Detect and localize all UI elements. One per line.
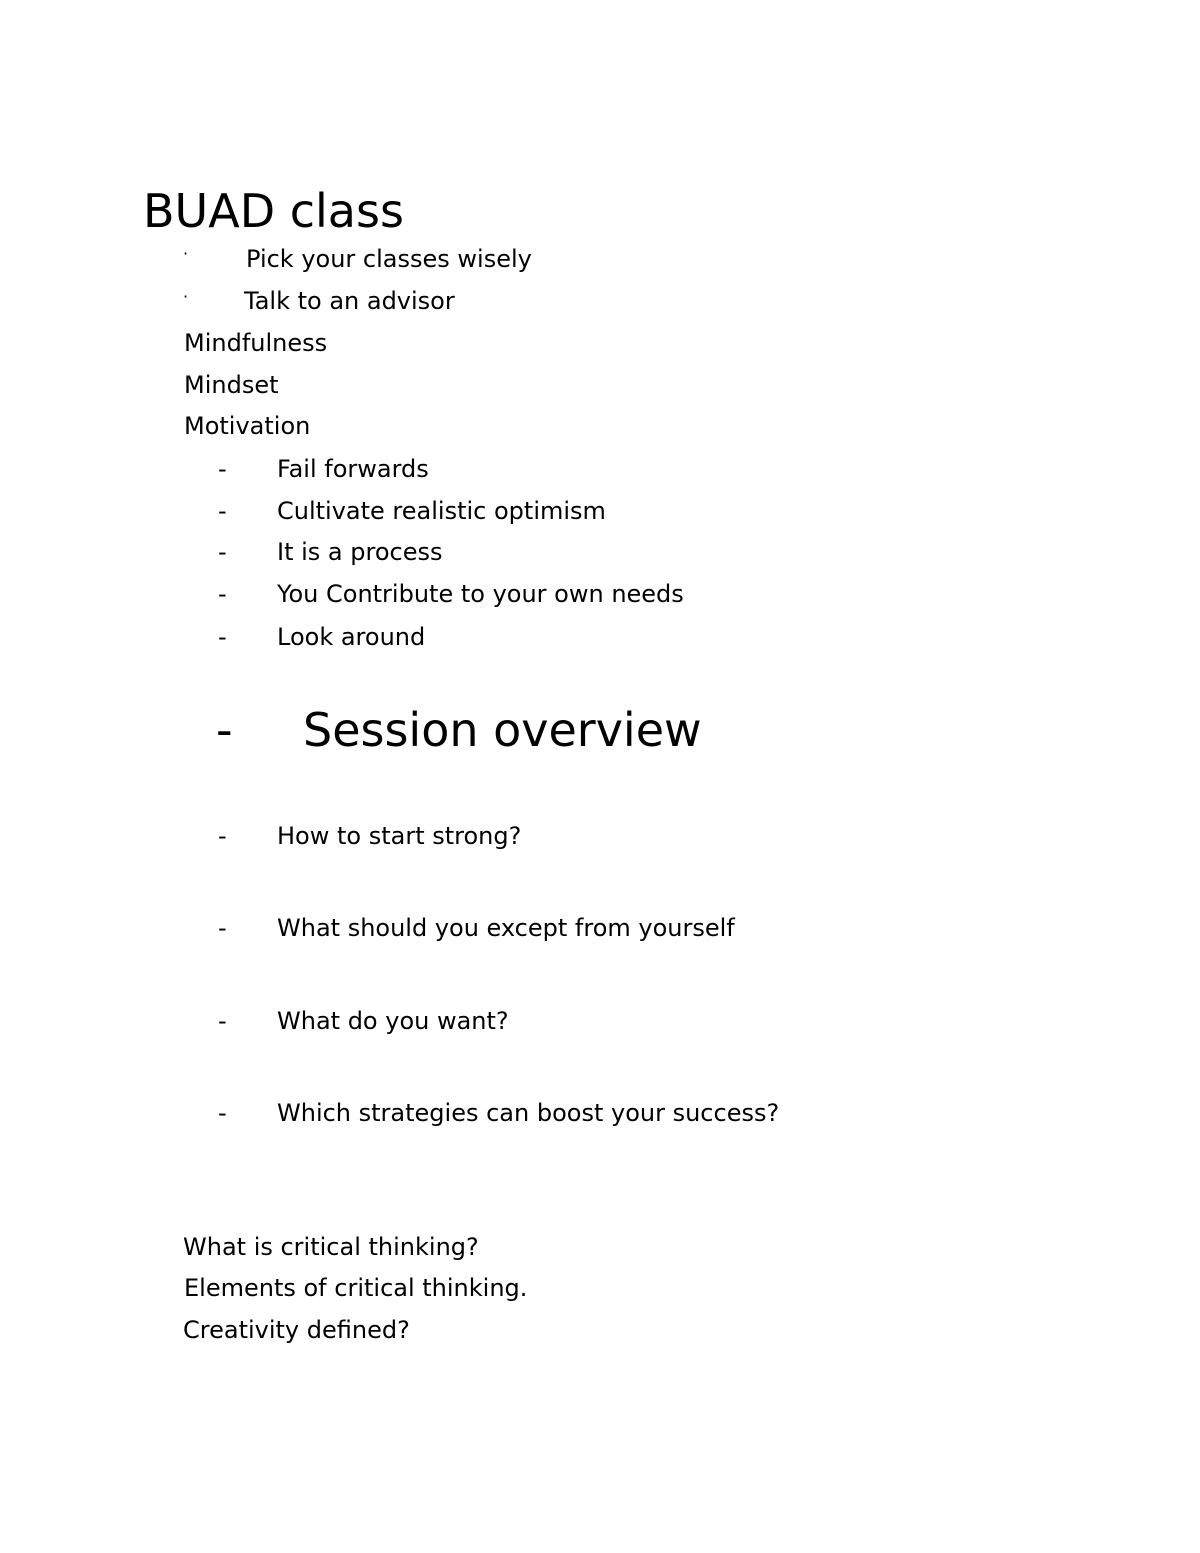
heading-line: Mindfulness xyxy=(184,329,328,357)
text-line: What is critical thinking? xyxy=(183,1233,479,1261)
text-line: Elements of critical thinking. xyxy=(184,1274,528,1302)
list-item: Which strategies can boost your success? xyxy=(277,1099,780,1127)
bullet-marker: · xyxy=(183,287,189,306)
text-line: Creativity defined? xyxy=(183,1316,410,1344)
heading-line: Mindset xyxy=(184,371,279,399)
list-item: How to start strong? xyxy=(277,822,522,850)
dash-marker: - xyxy=(218,580,227,608)
list-item: Look around xyxy=(277,623,426,651)
dash-marker: - xyxy=(218,538,227,566)
list-item: Pick your classes wisely xyxy=(246,245,532,273)
list-item: It is a process xyxy=(277,538,443,566)
dash-marker: - xyxy=(218,914,227,942)
dash-marker: - xyxy=(218,822,227,850)
list-item: Talk to an advisor xyxy=(244,287,455,315)
dash-marker: - xyxy=(218,455,227,483)
list-item: What do you want? xyxy=(277,1007,509,1035)
section-heading: Session overview xyxy=(303,703,702,757)
list-item: Fail forwards xyxy=(277,455,429,483)
page-title: BUAD class xyxy=(143,184,404,238)
dash-marker: - xyxy=(218,1099,227,1127)
list-item: What should you except from yourself xyxy=(277,914,735,942)
dash-marker: - xyxy=(216,703,233,757)
heading-line: Motivation xyxy=(184,412,311,440)
list-item: Cultivate realistic optimism xyxy=(277,497,606,525)
list-item: You Contribute to your own needs xyxy=(277,580,684,608)
dash-marker: - xyxy=(218,497,227,525)
dash-marker: - xyxy=(218,1007,227,1035)
dash-marker: - xyxy=(218,623,227,651)
bullet-marker: · xyxy=(183,244,189,263)
